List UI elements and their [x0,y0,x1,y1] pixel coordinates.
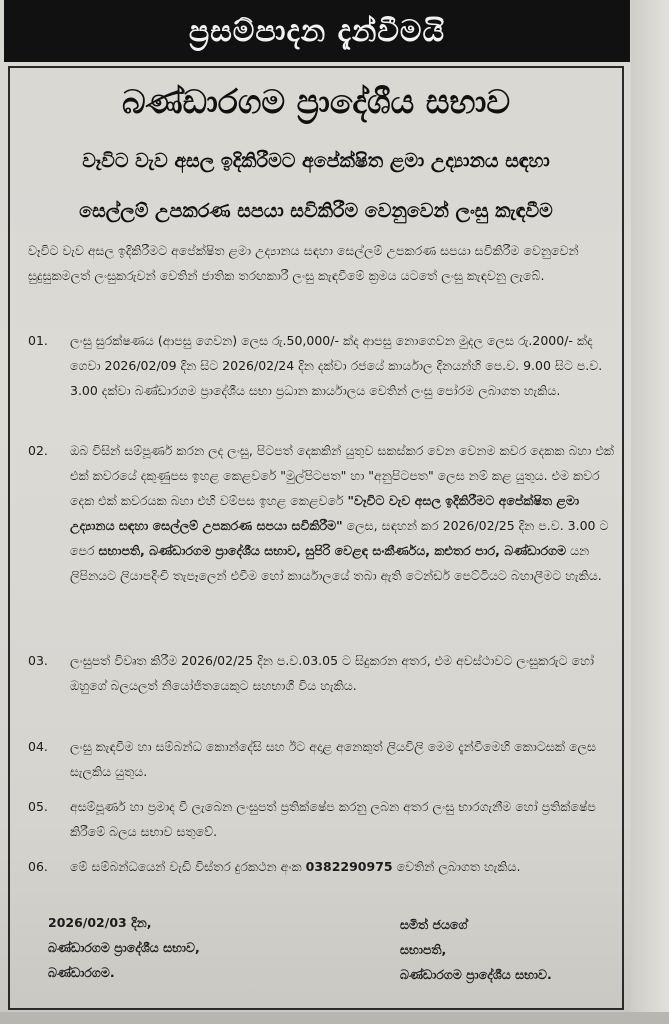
page-bottom-edge [0,1012,669,1024]
adjacent-column [631,0,669,1024]
clause-text: ලංසුපත් විවෘත කිරීම 2026/02/25 දින ප.ව.03.05 ට සිදුකරන අතර, එම අවස්ථාවට ලංසුකරුට හෝ ඔහුගේ බලයලත් නියෝජිතයෙකුට සහභාගී විය හැකිය. [70,653,595,693]
clause-text-part: යන ලිපිනයට ලියාපදිංචි තැපෑලෙන් එවීම හෝ කාර්යාලයේ තබා ඇති ටෙන්ඩර් පෙට්ටියට බහාලීමට හැකිය. [70,543,602,583]
signature-right [400,912,552,987]
address-bold: සභාපති, බණ්ඩාරගම ප්‍රාදේශීය සභාව, සුපිරි වෙළඳ සංකීර්ණය, කළුතර පාර, බණ්ඩාරගම [98,543,567,558]
signature-place: බණ්ඩාරගම. [48,965,115,980]
clause-04 [28,734,616,784]
notice-title: බණ්ඩාරගම ප්‍රාදේශීය සභාව [121,82,511,121]
signature-left [48,910,200,985]
signature-office: බණ්ඩාරගම ප්‍රාදේශීය සභාව, [48,940,200,955]
clause-number: 05. [28,799,48,814]
clause-01 [28,328,616,403]
intro-paragraph: වෑවිට වැව අසල ඉදිකිරීමට අපේක්ෂිත ළමා උද්‍යානය සඳහා සෙල්ලම් උපකරණ සපයා සවිකිරීම වෙනුවෙන් සුදුසුකමලත් ලංසුකරුවන් වෙතින් ජාතික තරඟකාරී ලංසු කැඳවීමේ ක්‍රමය යටතේ ලංසු කැඳවනු ලැබේ. [28,243,579,283]
clause-text-part: වෙතින් ලබාගත හැකිය. [392,859,521,874]
clause-text [70,438,616,588]
clause-02 [28,438,616,588]
signatory-name: සමිත් ජයගේ [400,917,468,932]
clause-text [70,854,616,879]
clause-text-part: ඔබ විසින් සම්පූර්ණ කරන ලද ලංසු, පිටපත් දෙකකින් යුතුව සකස්කර වෙන වෙනම කවර දෙකක බහා එක් එක් කවරයේ දකුණුපස ඉහළ කෙළවරේ "මුල්පිටපත" හා "අනුපිටපත" ලෙස නම් කළ යුතුය. එම කවර දෙක එක් කවරයක බහා එහි වම්පස ඉහළ කෙළවරේ [70,443,614,508]
clause-06 [28,854,616,879]
notice-banner: ප්‍රසම්පාදන දැන්වීමයි [4,0,630,62]
clause-text-part: මේ සම්බන්ධයෙන් වැඩි විස්තර දුරකථන අංක [70,859,306,874]
signatory-office: බණ්ඩාරගම ප්‍රාදේශීය සභාව. [400,967,552,982]
clause-text: ලංසු සුරක්ෂණය (ආපසු ගෙවන) ලෙස රු.50,000/- ක්ද ආපසු නොගෙවන මුදල ලෙස රු.2000/- ක්ද ගෙවා 2026/02/09 දින සිට 2026/02/24 දින දක්වා රජයේ කාර්යාල දිනයන්හි පෙ.ව. 9.00 සිට ප.ව. 3.00 දක්වා බණ්ඩාරගම ප්‍රාදේශීය සභා ප්‍රධාන කාර්යාලය වෙතින් ලංසු පෝරම ලබාගත හැකිය. [70,333,603,398]
phone-number: 0382290975 [305,859,393,874]
signature-date: 2026/02/03 දින, [48,915,152,930]
notice-subtitle-line2: සෙල්ලම් උපකරණ සපයා සවිකිරීම වෙනුවෙන් ලංසු කැඳවීම [79,200,553,222]
clause-number: 06. [28,859,48,874]
clause-number: 01. [28,333,48,348]
clause-05 [28,794,616,844]
clause-text-part: ලෙස, සඳහන් කර 2026/02/25 දින ප.ව. 3.00 ට පෙර [70,518,609,558]
notice-subtitle-line1: වෑවිට වැව අසල ඉදිකිරීමට අපේක්ෂිත ළමා උද්‍යානය සඳහා [82,150,550,172]
clause-text-bold: "වෑවිට වැව අසල ඉදිකිරීමට අපේක්ෂිත ළමා උද්‍යානය සඳහා සෙල්ලම් උපකරණ සපයා සවිකිරීම" [70,493,580,533]
clause-number: 04. [28,739,48,754]
clause-number: 02. [28,443,48,458]
clause-text: ලංසු කැඳවීම හා සම්බන්ධ කොන්දේසි සහ ඊට අදාළ අනෙකුත් ලියවිලි මෙම දැන්වීමෙහි කොටසක් ලෙස සැලකිය යුතුය. [70,739,597,779]
clause-03 [28,648,616,698]
clause-number: 03. [28,653,48,668]
signatory-title: සභාපති, [400,942,447,957]
clause-text: අසම්පූර්ණ හා ප්‍රමාද වී ලැබෙන ලංසුපත් ප්‍රතික්ෂේප කරනු ලබන අතර ලංසු භාරගැනීම හෝ ප්‍රතික්ෂේප කිරීමේ බලය සභාව සතුවේ. [70,799,596,839]
